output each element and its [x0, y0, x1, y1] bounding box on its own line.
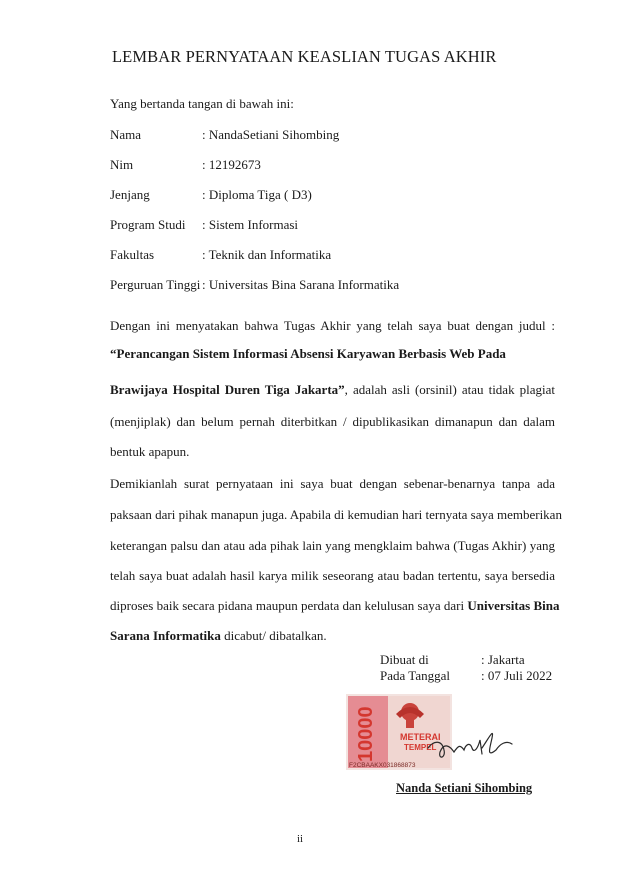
declaration-line: keterangan palsu dan atau ada pihak lain yang mengklaim bahwa (Tugas Akhir) yang — [110, 538, 555, 553]
declaration-text: diproses baik secara pidana maupun perdata dan kelulusan saya dari — [110, 598, 468, 613]
stamp-amount: 10000 — [355, 706, 377, 762]
stamp-serial: F2CBAAKX031868873 — [349, 762, 416, 769]
field-value-nim: : 12192673 — [202, 157, 261, 172]
field-value-perguruan-tinggi: : Universitas Bina Sarana Informatika — [202, 277, 400, 292]
field-label-program-studi: Program Studi — [110, 217, 186, 232]
field-value-jenjang: : Diploma Tiga ( D3) — [202, 187, 312, 202]
statement-line: Dengan ini menyatakan bahwa Tugas Akhir yang telah saya buat dengan judul : — [110, 318, 555, 333]
statement-line: bentuk apapun. — [110, 444, 190, 459]
stamp-label-bottom: TEMPEL — [404, 743, 437, 752]
statement-line: (menjiplak) dan belum pernah diterbitkan / dipublikasikan dimanapun dan dalam — [110, 414, 555, 429]
declaration-line: Demikianlah surat pernyataan ini saya buat dengan sebenar-benarnya tanpa ada — [110, 476, 555, 491]
field-label-perguruan-tinggi: Perguruan Tinggi — [110, 277, 201, 292]
field-label-fakultas: Fakultas — [110, 247, 155, 262]
field-value-program-studi: : Sistem Informasi — [202, 217, 299, 232]
declaration-line: paksaan dari pihak manapun juga. Apabila di kemudian hari ternyata saya memberikan — [110, 507, 562, 522]
field-label-jenjang: Jenjang — [110, 187, 150, 202]
document-title: LEMBAR PERNYATAAN KEASLIAN TUGAS AKHIR — [112, 47, 497, 66]
field-label-nim: Nim — [110, 157, 134, 172]
declaration-text: dicabut/ dibatalkan. — [220, 628, 327, 643]
declaration-line: telah saya buat adalah hasil karya milik seseorang atau badan tertentu, saya bersedia — [110, 568, 555, 583]
declaration-line — [110, 628, 555, 644]
intro-text: Yang bertanda tangan di bawah ini: — [110, 96, 294, 111]
thesis-title-part-2: Brawijaya Hospital Duren Tiga Jakarta” — [110, 382, 345, 397]
university-name-part-2: Sarana Informatika — [110, 628, 221, 643]
declaration-line — [110, 598, 560, 614]
handwritten-signature — [420, 718, 520, 768]
university-name-part-1: Universitas Bina — [467, 598, 560, 613]
place-label: Dibuat di — [380, 652, 429, 667]
statement-continuation: , adalah asli (orsinil) atau tidak plagiat — [344, 382, 555, 397]
thesis-title-part-1: “Perancangan Sistem Informasi Absensi Karyawan Berbasis Web Pada — [110, 346, 506, 361]
stamp-label-top: METERAI — [400, 732, 441, 742]
signer-name: Nanda Setiani Sihombing — [396, 781, 533, 795]
thesis-title-line-2 — [110, 382, 555, 398]
field-value-nama: : NandaSetiani Sihombing — [202, 127, 340, 142]
place-value: : Jakarta — [481, 652, 525, 667]
field-label-nama: Nama — [110, 127, 142, 142]
date-value: : 07 Juli 2022 — [481, 668, 553, 683]
thesis-title-line-1 — [110, 346, 555, 362]
field-value-fakultas: : Teknik dan Informatika — [202, 247, 332, 262]
page-number: ii — [297, 833, 304, 845]
date-label: Pada Tanggal — [380, 668, 450, 683]
